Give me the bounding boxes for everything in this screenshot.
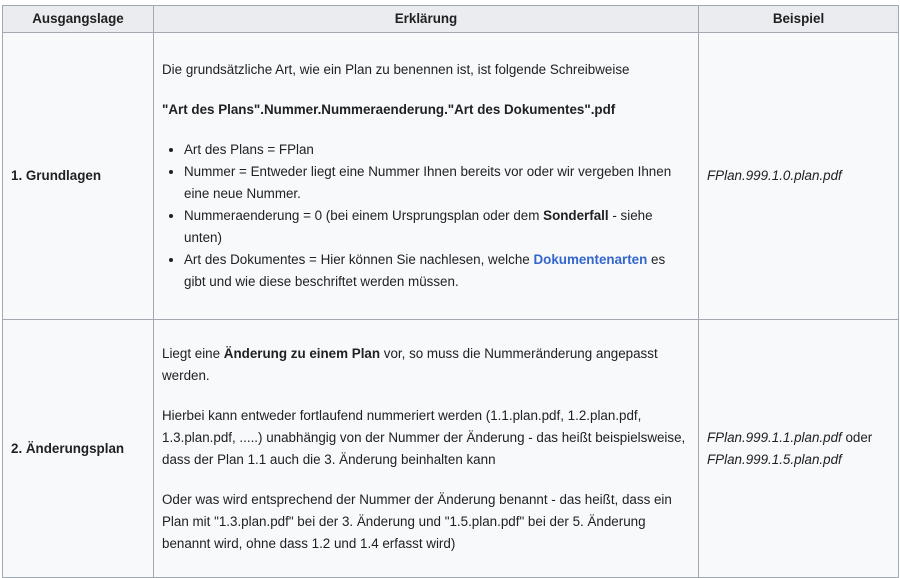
header-ausgangslage[interactable]: Ausgangslage bbox=[3, 6, 154, 33]
aenderung-bold: Änderung zu einem Plan bbox=[223, 345, 381, 361]
sonderfall-bold: Sonderfall bbox=[543, 208, 609, 223]
dokumentenarten-link[interactable]: Dokumentenarten bbox=[533, 252, 648, 267]
row-label-aenderungsplan: 2. Änderungsplan bbox=[3, 320, 154, 578]
table-row-grundlagen bbox=[3, 33, 899, 320]
list-item bbox=[184, 205, 690, 249]
list-item bbox=[184, 249, 690, 293]
example-aenderungsplan bbox=[699, 320, 899, 578]
row-label-grundlagen: 1. Grundlagen bbox=[3, 33, 154, 320]
paragraph-text: vor, so muss die Nummeränderung angepasst werden. bbox=[162, 345, 658, 383]
table-row-aenderungsplan bbox=[3, 320, 899, 578]
paragraph-text: Liegt eine bbox=[162, 345, 224, 361]
example-b: FPlan.999.1.5.plan.pdf bbox=[707, 451, 842, 467]
header-beispiel[interactable]: Beispiel bbox=[699, 6, 899, 33]
example-separator: oder bbox=[841, 429, 873, 445]
fortlaufend-paragraph: Hierbei kann entweder fortlaufend nummeriert werden (1.1.plan.pdf, 1.2.plan.pdf, 1.3.plan.pdf, .....) unabhängig von der Nummer der Änderung - das heißt beispielsweise, dass der Plan 1.1 auch die 3. Änderung beinhalten kann bbox=[162, 407, 686, 467]
example-a: FPlan.999.1.1.plan.pdf bbox=[707, 429, 842, 445]
naming-convention-table bbox=[2, 5, 899, 578]
naming-parts-list bbox=[162, 139, 690, 293]
list-item: • Art des Plans = FPlan bbox=[184, 139, 690, 161]
table-header-row bbox=[3, 6, 899, 33]
example-grundlagen: FPlan.999.1.0.plan.pdf bbox=[699, 33, 899, 320]
list-item: • Nummer = Entweder liegt eine Nummer Ihnen bereits vor oder wir vergeben Ihnen eine neue Nummer. bbox=[184, 161, 690, 205]
list-item-text: es gibt und wie diese beschriftet werden müssen. bbox=[184, 252, 666, 289]
pattern-text: "Art des Plans".Nummer.Nummeraenderung."Art des Dokumentes".pdf bbox=[162, 102, 616, 117]
header-erklaerung[interactable]: Erklärung bbox=[154, 6, 699, 33]
entsprechend-paragraph: Oder was wird entsprechend der Nummer der Änderung benannt - das heißt, dass ein Plan mit "1.3.plan.pdf" bei der 3. Änderung und "1.5.plan.pdf" bei der 5. Änderung benannt wird, ohne dass 1.2 und 1.4 erfasst wird) bbox=[162, 491, 672, 551]
list-item-text: Nummeraenderung = 0 (bei einem Ursprungsplan oder dem bbox=[184, 208, 544, 223]
explanation-aenderungsplan bbox=[154, 320, 699, 578]
explanation-grundlagen bbox=[154, 33, 699, 320]
aenderung-intro bbox=[162, 343, 690, 387]
list-item-text: Art des Dokumentes = Hier können Sie nachlesen, welche bbox=[184, 252, 534, 267]
naming-pattern bbox=[162, 99, 690, 121]
list-item-text: - siehe unten) bbox=[184, 208, 653, 245]
intro-text: Die grundsätzliche Art, wie ein Plan zu benennen ist, ist folgende Schreibweise bbox=[162, 62, 630, 77]
